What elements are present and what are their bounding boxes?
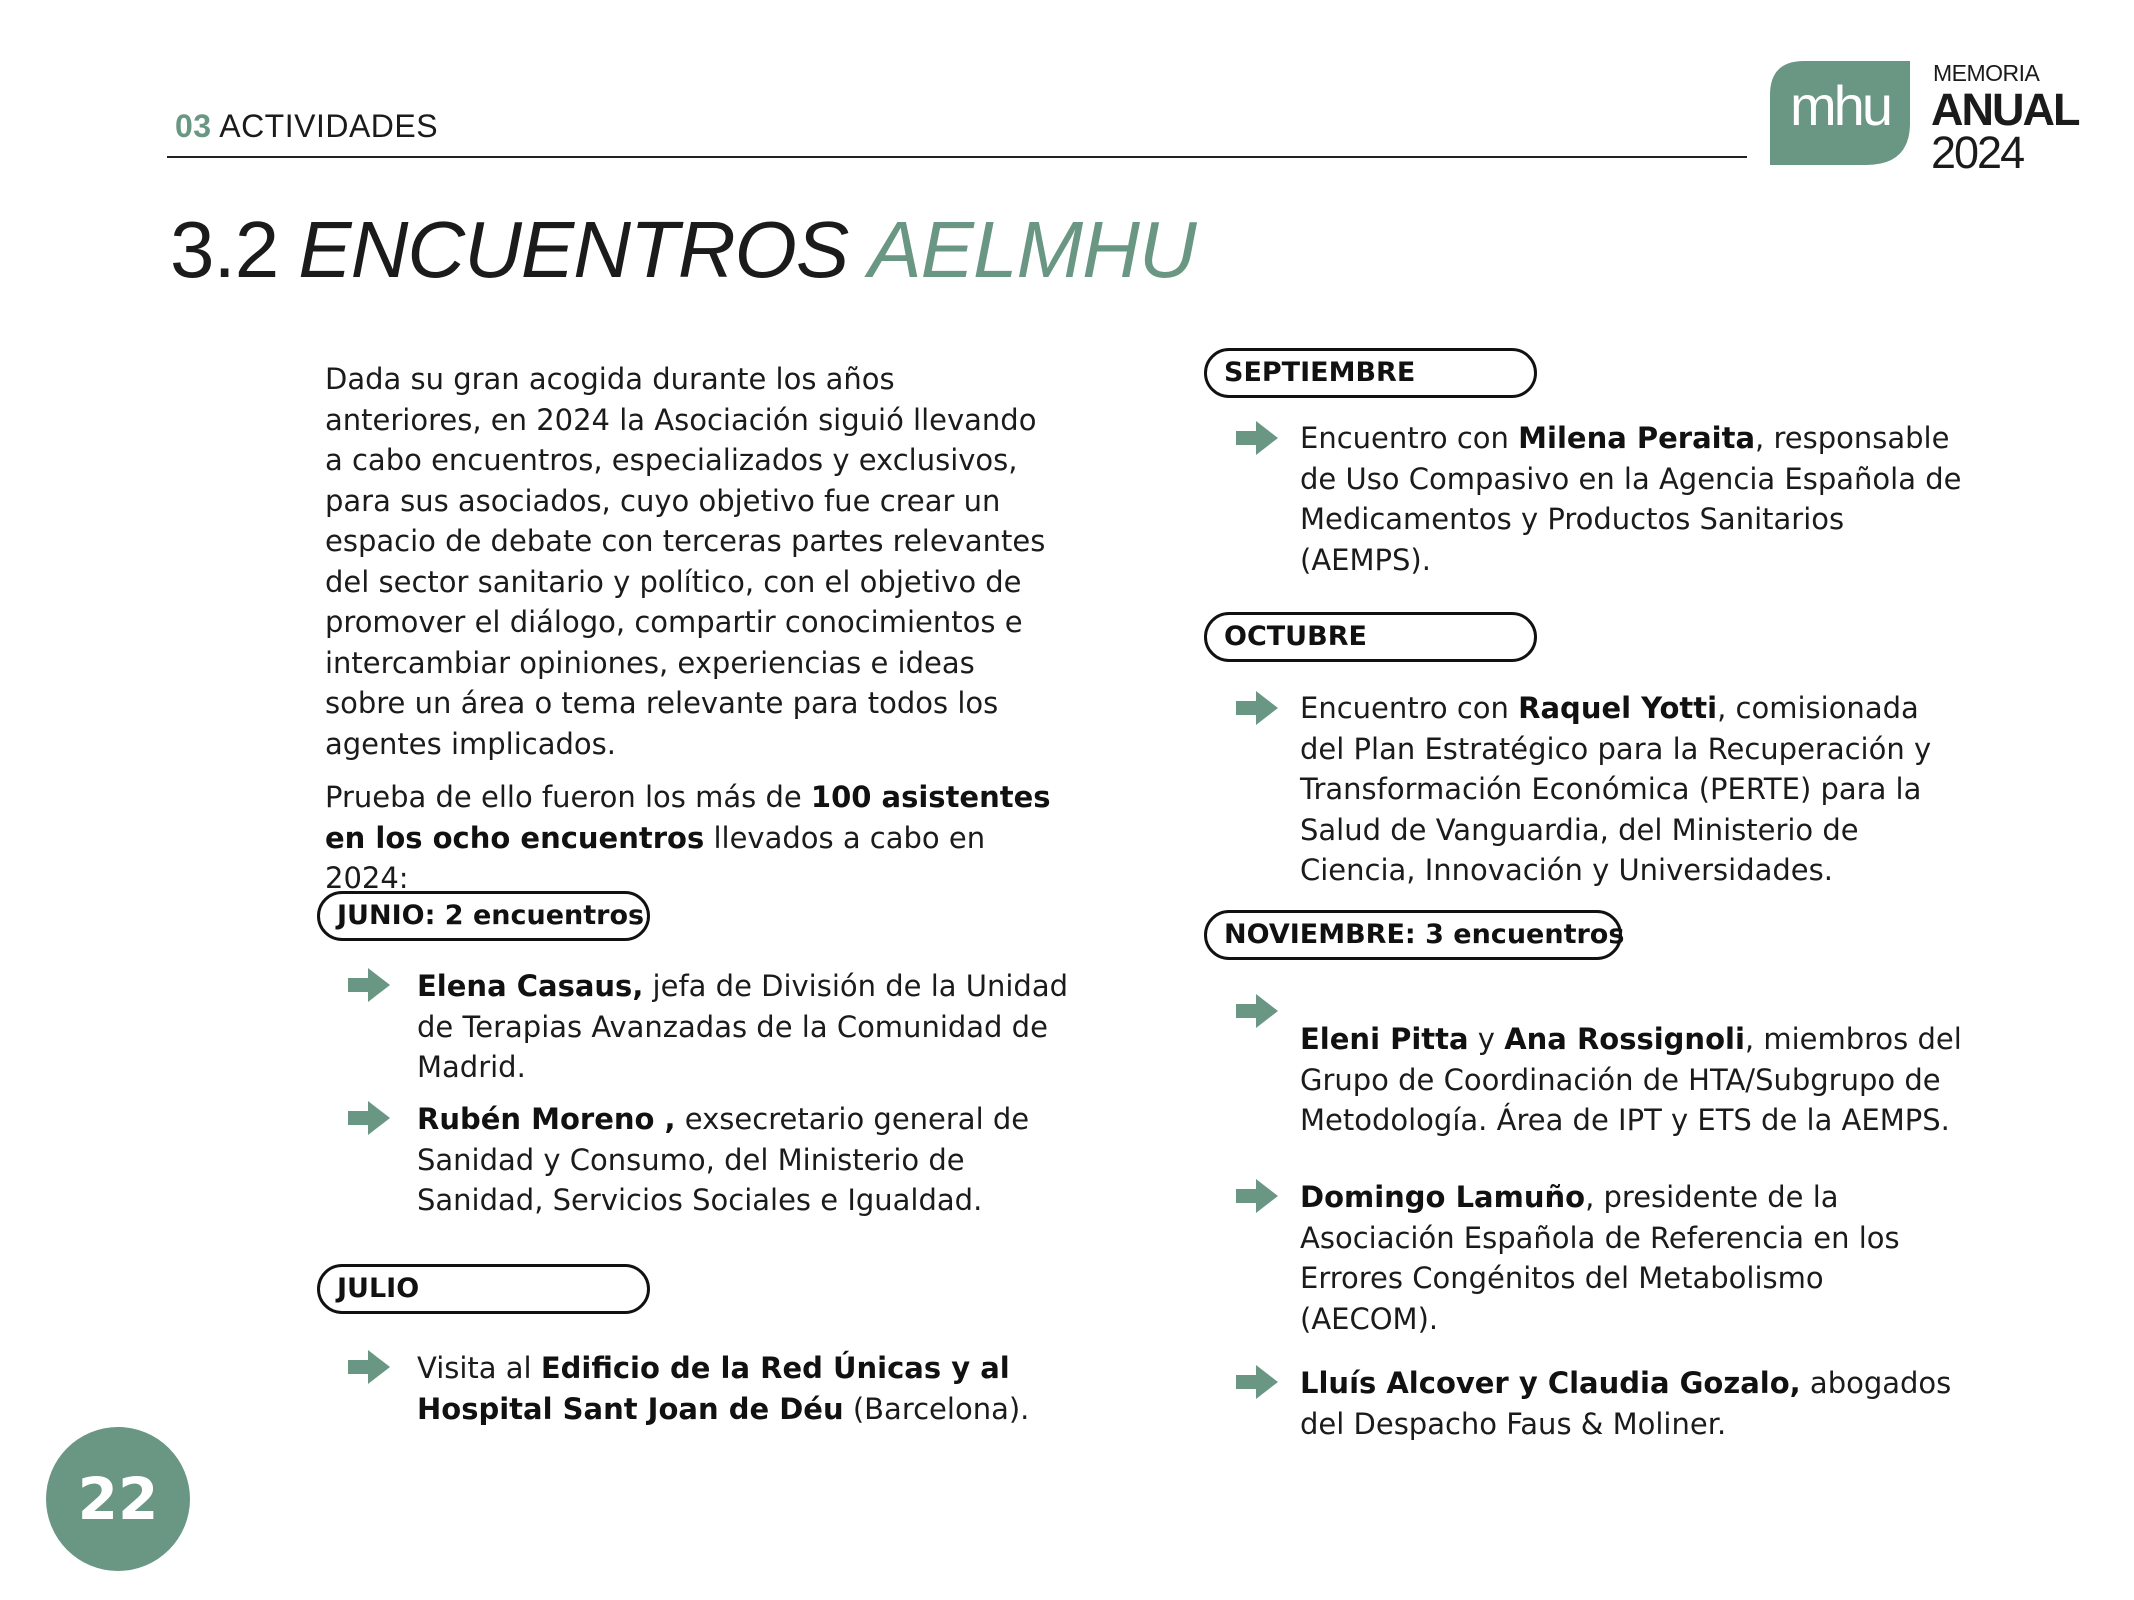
noviembre-item-1: Eleni Pitta y Ana Rossignoli, miembros del Grupo de Coordinación de HTA/Subgrupo de Metodología. Área de IPT y ETS de la AEMPS. [1300,1022,1962,1137]
logo-text: mhu [1790,74,1890,137]
month-pill-septiembre: SEPTIEMBRE [1204,348,1537,398]
month-pill-noviembre: NOVIEMBRE: 3 encuentros [1204,910,1622,960]
month-pill-junio: JUNIO: 2 encuentros [317,891,650,941]
report-line-memoria: MEMORIA [1933,60,2040,86]
title-accent: AELMHU [868,205,1196,294]
arrow-bullet-icon [348,1101,390,1135]
mhu-logo [1770,61,1910,165]
septiembre-item-1: Encuentro con Milena Peraita, responsable de Uso Compasivo en la Agencia Española de Medicamentos y Productos Sanitarios (AEMPS). [1300,421,1962,577]
arrow-bullet-icon [1236,1179,1278,1213]
page-title [170,200,1196,300]
arrow-bullet-icon [1236,691,1278,725]
page-number: 22 [46,1427,190,1571]
section-label [175,104,438,148]
section-name: ACTIVIDADES [219,108,439,144]
intro-paragraph-1: Dada su gran acogida durante los años anteriores, en 2024 la Asociación siguió llevando a cabo encuentros, especializados y exclusivos, para sus asociados, cuyo objetivo fue crear un espacio de debate con terceras partes relevantes del sector sanitario y político, con el objetivo de promover el diálogo, compartir conocimientos e intercambiar opiniones, experiencias e ideas sobre un área o tema relevante para todos los agentes implicados. [325,362,1046,761]
title-number: 3.2 [170,205,279,294]
noviembre-item-2: Domingo Lamuño, presidente de la Asociación Española de Referencia en los Errores Congénitos del Metabolismo (AECOM). [1300,1180,1900,1336]
arrow-bullet-icon [1236,1365,1278,1399]
julio-item-1: Visita al Edificio de la Red Únicas y al Hospital Sant Joan de Déu (Barcelona). [417,1351,1030,1426]
report-line-anual: ANUAL [1931,84,2079,135]
arrow-bullet-icon [1236,421,1278,455]
month-pill-julio: JULIO [317,1264,650,1314]
arrow-bullet-icon [348,968,390,1002]
intro-paragraph-2: Prueba de ello fueron los más de 100 asistentes en los ocho encuentros llevados a cabo en 2024: [325,780,1051,895]
title-main: ENCUENTROS [298,205,849,294]
arrow-bullet-icon [1236,994,1278,1028]
junio-item-1: Elena Casaus, jefa de División de la Unidad de Terapias Avanzadas de la Comunidad de Madrid. [417,969,1069,1084]
octubre-item-1: Encuentro con Raquel Yotti, comisionada del Plan Estratégico para la Recuperación y Transformación Económica (PERTE) para la Salud de Vanguardia, del Ministerio de Ciencia, Innovación y Universidades. [1300,691,1932,887]
header-rule [167,156,1747,158]
section-number: 03 [175,108,212,144]
arrow-bullet-icon [348,1350,390,1384]
month-pill-octubre: OCTUBRE [1204,612,1537,662]
junio-item-2: Rubén Moreno , exsecretario general de Sanidad y Consumo, del Ministerio de Sanidad, Servicios Sociales e Igualdad. [417,1102,1030,1217]
intro-text [325,359,1060,899]
report-year: 2024 [1931,127,2024,178]
noviembre-item-3: Lluís Alcover y Claudia Gozalo, abogados del Despacho Faus & Moliner. [1300,1366,1952,1441]
